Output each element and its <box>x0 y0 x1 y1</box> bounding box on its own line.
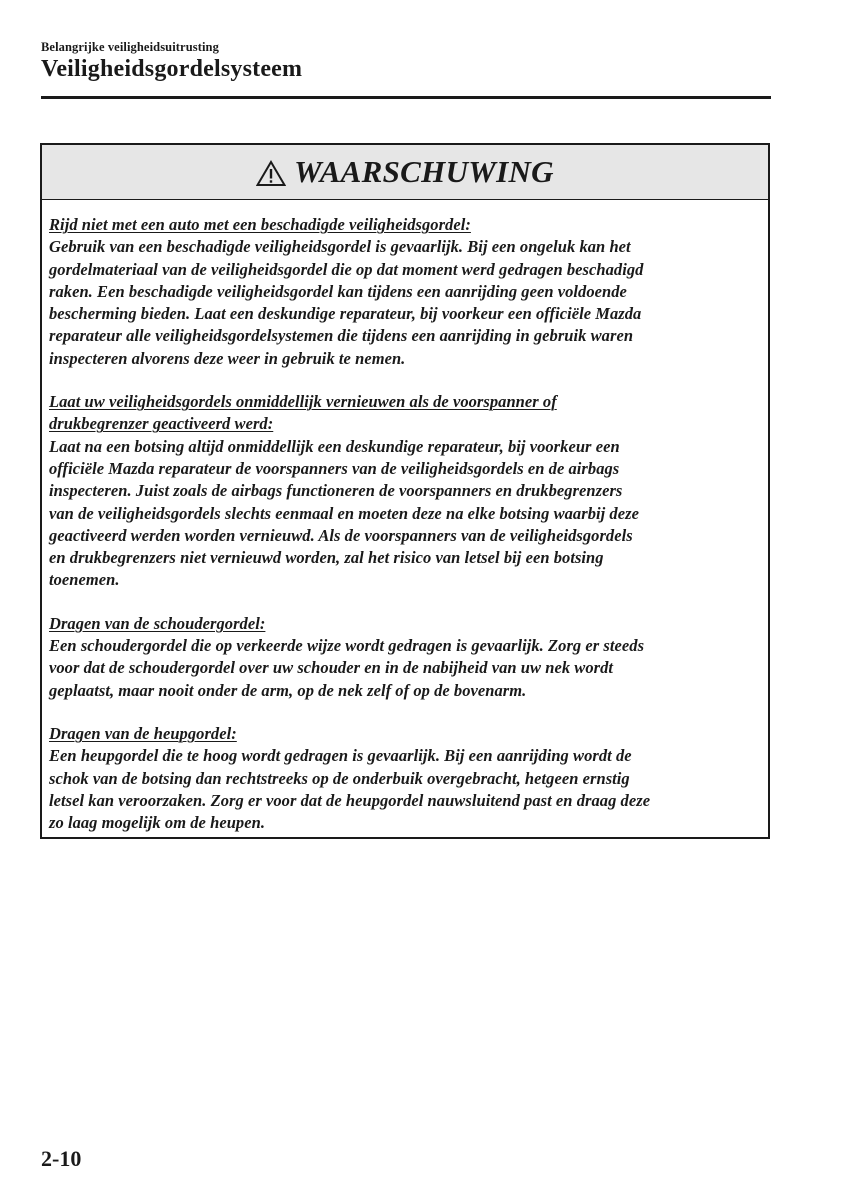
warning-block-damaged-belt <box>49 214 768 370</box>
block-text <box>49 236 768 370</box>
text-line: schok van de botsing dan rechtstreeks op de onderbuik overgebracht, hetgeen ernstig <box>49 768 630 788</box>
page-number: 2-10 <box>41 1146 82 1171</box>
warning-block-shoulder-belt <box>49 613 768 702</box>
text-line: voor dat de schoudergordel over uw schouder en in de nabijheid van uw nek wordt <box>49 658 614 678</box>
warning-box <box>40 143 770 839</box>
text-line: inspecteren. Juist zoals de airbags functioneren de voorspanners en drukbegrenzers <box>49 481 623 501</box>
text-line: van de veiligheidsgordels slechts eenmaal en moeten deze na elke botsing waarbij deze <box>49 503 639 523</box>
header-divider <box>41 96 771 99</box>
text-line: reparateur alle veiligheidsgordelsystemen die tijdens een aanrijding in gebruik waren <box>49 326 634 346</box>
text-line: Gebruik van een beschadigde veiligheidsgordel is gevaarlijk. Bij een ongeluk kan het <box>49 237 631 257</box>
text-line: Een schoudergordel die op verkeerde wijze wordt gedragen is gevaarlijk. Zorg er steeds <box>49 636 645 656</box>
text-line: toenemen. <box>49 570 120 590</box>
page-title: Veiligheidsgordelsysteem <box>41 56 303 82</box>
block-title <box>49 214 768 236</box>
text-line: raken. Een beschadigde veiligheidsgordel kan tijdens een aanrijding geen voldoende <box>49 281 627 301</box>
title-line: Dragen van de schoudergordel: <box>49 613 266 633</box>
text-line: officiële Mazda reparateur de voorspanners van de veiligheidsgordels en de airbags <box>49 458 620 478</box>
text-line: Een heupgordel die te hoog wordt gedragen is gevaarlijk. Bij een aanrijding wordt de <box>49 746 632 766</box>
text-line: zo laag mogelijk om de heupen. <box>49 813 265 833</box>
block-text <box>49 745 768 834</box>
text-line: gordelmateriaal van de veiligheidsgordel die op dat moment werd gedragen beschadigd <box>49 259 644 279</box>
text-line: geplaatst, maar nooit onder de arm, op de nek zelf of op de bovenarm. <box>49 680 527 700</box>
section-header: Belangrijke veiligheidsuitrusting <box>41 40 219 54</box>
warning-title: WAARSCHUWING <box>294 154 554 189</box>
text-line: letsel kan veroorzaken. Zorg er voor dat de heupgordel nauwsluitend past en draag deze <box>49 790 651 810</box>
block-title <box>49 391 768 436</box>
warning-block-pretensioner <box>49 391 768 592</box>
text-line: geactiveerd werden worden vernieuwd. Als de voorspanners van de veiligheidsgordels <box>49 525 633 545</box>
block-text <box>49 436 768 592</box>
warning-body <box>42 200 768 834</box>
title-line: drukbegrenzer geactiveerd werd: <box>49 414 274 434</box>
block-title <box>49 613 768 635</box>
warning-header <box>42 145 768 200</box>
text-line: inspecteren alvorens deze weer in gebruik te nemen. <box>49 348 406 368</box>
text-line: bescherming bieden. Laat een deskundige reparateur, bij voorkeur een officiële Mazda <box>49 304 642 324</box>
text-line: en drukbegrenzers niet vernieuwd worden, zal het risico van letsel bij een botsing <box>49 548 604 568</box>
text-line: Laat na een botsing altijd onmiddellijk een deskundige reparateur, bij voorkeur een <box>49 436 620 456</box>
block-title <box>49 723 768 745</box>
title-line: Laat uw veiligheidsgordels onmiddellijk vernieuwen als de voorspanner of <box>49 392 557 412</box>
block-text <box>49 635 768 702</box>
title-line: Rijd niet met een auto met een beschadigde veiligheidsgordel: <box>49 215 471 234</box>
title-line: Dragen van de heupgordel: <box>49 723 237 743</box>
warning-triangle-icon <box>256 158 286 187</box>
warning-block-lap-belt <box>49 723 768 834</box>
